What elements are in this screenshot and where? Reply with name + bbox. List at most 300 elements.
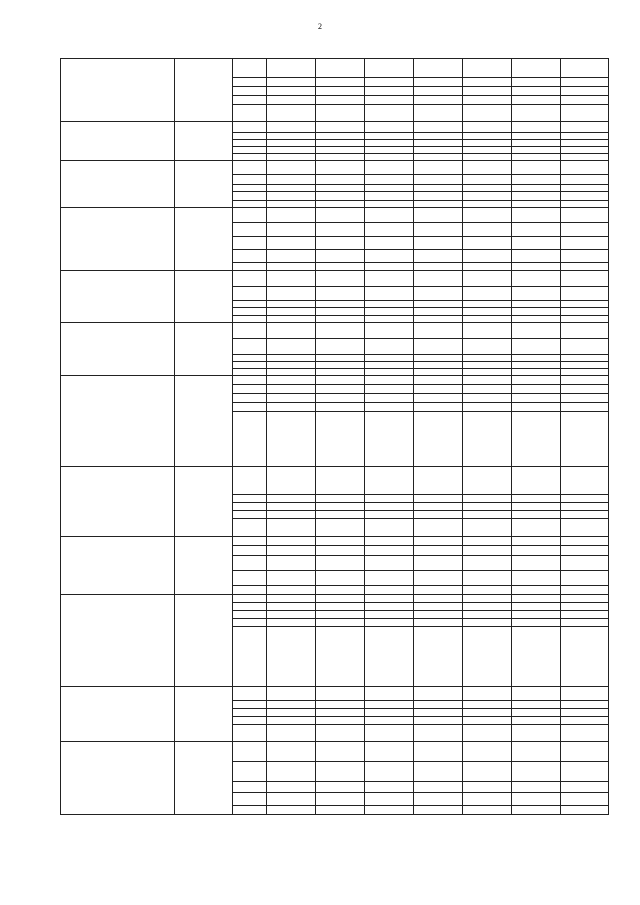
value-cell xyxy=(463,394,512,403)
value-cell xyxy=(414,687,463,701)
value-cell xyxy=(561,742,609,762)
value-cell xyxy=(561,725,609,742)
value-cell xyxy=(365,287,414,301)
value-cell xyxy=(561,223,609,237)
value-cell xyxy=(561,385,609,394)
value-cell xyxy=(316,627,365,687)
table-row xyxy=(61,537,609,546)
value-cell xyxy=(561,701,609,709)
value-cell xyxy=(463,223,512,237)
program-name-cell xyxy=(61,467,175,537)
funding-source-cell xyxy=(233,175,267,185)
value-cell xyxy=(316,701,365,709)
value-cell xyxy=(316,147,365,154)
funding-source-cell xyxy=(233,619,267,627)
value-cell xyxy=(414,717,463,725)
funding-source-cell xyxy=(233,503,267,511)
value-cell xyxy=(267,793,316,806)
value-cell xyxy=(512,59,561,78)
value-cell xyxy=(414,133,463,140)
value-cell xyxy=(561,154,609,161)
value-cell xyxy=(512,467,561,495)
value-cell xyxy=(316,316,365,323)
program-name-cell xyxy=(61,208,175,271)
value-cell xyxy=(267,175,316,185)
value-cell xyxy=(463,140,512,147)
value-cell xyxy=(414,511,463,519)
funding-source-cell xyxy=(233,223,267,237)
value-cell xyxy=(561,208,609,223)
value-cell xyxy=(512,78,561,87)
value-cell xyxy=(512,519,561,537)
value-cell xyxy=(414,147,463,154)
funding-source-cell xyxy=(233,806,267,815)
value-cell xyxy=(512,701,561,709)
value-cell xyxy=(512,725,561,742)
funding-source-cell xyxy=(233,369,267,376)
value-cell xyxy=(463,619,512,627)
funding-source-cell xyxy=(233,586,267,595)
value-cell xyxy=(414,376,463,385)
funding-source-cell xyxy=(233,122,267,133)
value-cell xyxy=(414,96,463,105)
value-cell xyxy=(512,362,561,369)
value-cell xyxy=(414,223,463,237)
value-cell xyxy=(463,208,512,223)
value-cell xyxy=(414,316,463,323)
value-cell xyxy=(463,556,512,571)
value-cell xyxy=(414,762,463,782)
value-cell xyxy=(267,237,316,250)
value-cell xyxy=(267,806,316,815)
value-cell xyxy=(463,122,512,133)
value-cell xyxy=(561,59,609,78)
value-cell xyxy=(512,595,561,603)
value-cell xyxy=(414,237,463,250)
value-cell xyxy=(267,323,316,339)
value-cell xyxy=(561,201,609,208)
funding-source-cell xyxy=(233,793,267,806)
funding-source-cell xyxy=(233,385,267,394)
value-cell xyxy=(316,154,365,161)
value-cell xyxy=(267,571,316,586)
value-cell xyxy=(365,717,414,725)
value-cell xyxy=(267,687,316,701)
value-cell xyxy=(316,762,365,782)
value-cell xyxy=(512,627,561,687)
value-cell xyxy=(414,122,463,133)
value-cell xyxy=(365,175,414,185)
value-cell xyxy=(316,301,365,308)
value-cell xyxy=(463,308,512,316)
value-cell xyxy=(561,519,609,537)
value-cell xyxy=(267,192,316,201)
value-cell xyxy=(414,385,463,394)
value-cell xyxy=(414,394,463,403)
value-cell xyxy=(365,511,414,519)
value-cell xyxy=(414,339,463,355)
value-cell xyxy=(512,793,561,806)
value-cell xyxy=(365,301,414,308)
value-cell xyxy=(365,793,414,806)
value-cell xyxy=(267,511,316,519)
funding-source-cell xyxy=(233,185,267,192)
value-cell xyxy=(414,701,463,709)
value-cell xyxy=(414,185,463,192)
value-cell xyxy=(267,133,316,140)
executor-cell xyxy=(175,467,233,537)
value-cell xyxy=(463,806,512,815)
funding-source-cell xyxy=(233,308,267,316)
value-cell xyxy=(267,495,316,503)
value-cell xyxy=(316,793,365,806)
value-cell xyxy=(316,122,365,133)
value-cell xyxy=(316,742,365,762)
value-cell xyxy=(463,271,512,287)
value-cell xyxy=(414,208,463,223)
value-cell xyxy=(365,223,414,237)
funding-source-cell xyxy=(233,611,267,619)
value-cell xyxy=(463,376,512,385)
value-cell xyxy=(267,308,316,316)
value-cell xyxy=(267,611,316,619)
value-cell xyxy=(463,161,512,175)
value-cell xyxy=(414,192,463,201)
value-cell xyxy=(365,403,414,412)
value-cell xyxy=(463,237,512,250)
value-cell xyxy=(365,147,414,154)
value-cell xyxy=(316,105,365,122)
value-cell xyxy=(365,503,414,511)
value-cell xyxy=(365,316,414,323)
value-cell xyxy=(512,301,561,308)
funding-source-cell xyxy=(233,201,267,208)
value-cell xyxy=(414,263,463,271)
value-cell xyxy=(561,362,609,369)
value-cell xyxy=(267,595,316,603)
value-cell xyxy=(365,376,414,385)
program-name-cell xyxy=(61,595,175,687)
value-cell xyxy=(512,394,561,403)
value-cell xyxy=(267,78,316,87)
value-cell xyxy=(365,394,414,403)
value-cell xyxy=(365,806,414,815)
value-cell xyxy=(463,263,512,271)
value-cell xyxy=(267,369,316,376)
value-cell xyxy=(463,78,512,87)
value-cell xyxy=(561,237,609,250)
value-cell xyxy=(463,105,512,122)
value-cell xyxy=(316,78,365,87)
value-cell xyxy=(414,250,463,263)
value-cell xyxy=(316,519,365,537)
funding-source-cell xyxy=(233,742,267,762)
value-cell xyxy=(512,782,561,793)
value-cell xyxy=(316,556,365,571)
value-cell xyxy=(463,537,512,546)
program-name-cell xyxy=(61,271,175,323)
value-cell xyxy=(316,495,365,503)
value-cell xyxy=(316,201,365,208)
value-cell xyxy=(561,376,609,385)
value-cell xyxy=(463,793,512,806)
value-cell xyxy=(512,385,561,394)
value-cell xyxy=(365,271,414,287)
value-cell xyxy=(414,59,463,78)
value-cell xyxy=(316,717,365,725)
value-cell xyxy=(267,301,316,308)
value-cell xyxy=(316,687,365,701)
value-cell xyxy=(365,323,414,339)
program-name-cell xyxy=(61,537,175,595)
value-cell xyxy=(414,323,463,339)
value-cell xyxy=(414,105,463,122)
value-cell xyxy=(463,467,512,495)
value-cell xyxy=(512,537,561,546)
value-cell xyxy=(414,603,463,611)
value-cell xyxy=(316,586,365,595)
value-cell xyxy=(414,709,463,717)
funding-source-cell xyxy=(233,105,267,122)
value-cell xyxy=(414,595,463,603)
value-cell xyxy=(561,782,609,793)
value-cell xyxy=(414,412,463,467)
table-row xyxy=(61,687,609,701)
value-cell xyxy=(512,603,561,611)
value-cell xyxy=(365,87,414,96)
value-cell xyxy=(316,161,365,175)
value-cell xyxy=(463,362,512,369)
value-cell xyxy=(512,403,561,412)
value-cell xyxy=(561,78,609,87)
funding-source-cell xyxy=(233,323,267,339)
value-cell xyxy=(512,316,561,323)
funding-source-cell xyxy=(233,603,267,611)
value-cell xyxy=(561,250,609,263)
value-cell xyxy=(512,133,561,140)
value-cell xyxy=(365,687,414,701)
value-cell xyxy=(561,495,609,503)
value-cell xyxy=(316,806,365,815)
value-cell xyxy=(561,96,609,105)
value-cell xyxy=(463,412,512,467)
value-cell xyxy=(561,546,609,556)
value-cell xyxy=(512,185,561,192)
value-cell xyxy=(267,147,316,154)
value-cell xyxy=(365,369,414,376)
value-cell xyxy=(561,192,609,201)
value-cell xyxy=(561,511,609,519)
value-cell xyxy=(365,725,414,742)
value-cell xyxy=(365,519,414,537)
executor-cell xyxy=(175,271,233,323)
value-cell xyxy=(316,208,365,223)
value-cell xyxy=(316,571,365,586)
funding-source-cell xyxy=(233,412,267,467)
value-cell xyxy=(316,467,365,495)
value-cell xyxy=(365,627,414,687)
funding-source-cell xyxy=(233,133,267,140)
value-cell xyxy=(414,201,463,208)
value-cell xyxy=(414,537,463,546)
value-cell xyxy=(463,725,512,742)
value-cell xyxy=(365,595,414,603)
value-cell xyxy=(316,782,365,793)
value-cell xyxy=(463,503,512,511)
value-cell xyxy=(316,263,365,271)
value-cell xyxy=(561,316,609,323)
value-cell xyxy=(316,376,365,385)
value-cell xyxy=(267,271,316,287)
value-cell xyxy=(365,78,414,87)
value-cell xyxy=(512,511,561,519)
value-cell xyxy=(512,571,561,586)
value-cell xyxy=(267,403,316,412)
value-cell xyxy=(561,301,609,308)
value-cell xyxy=(267,586,316,595)
value-cell xyxy=(561,709,609,717)
value-cell xyxy=(561,619,609,627)
value-cell xyxy=(512,96,561,105)
value-cell xyxy=(365,154,414,161)
value-cell xyxy=(267,122,316,133)
funding-source-cell xyxy=(233,355,267,362)
value-cell xyxy=(365,546,414,556)
value-cell xyxy=(414,725,463,742)
value-cell xyxy=(365,208,414,223)
value-cell xyxy=(267,154,316,161)
value-cell xyxy=(316,59,365,78)
value-cell xyxy=(365,105,414,122)
value-cell xyxy=(316,412,365,467)
table-row xyxy=(61,208,609,223)
value-cell xyxy=(267,412,316,467)
value-cell xyxy=(316,503,365,511)
value-cell xyxy=(414,782,463,793)
value-cell xyxy=(365,385,414,394)
value-cell xyxy=(365,571,414,586)
value-cell xyxy=(463,154,512,161)
value-cell xyxy=(414,154,463,161)
value-cell xyxy=(316,369,365,376)
value-cell xyxy=(414,467,463,495)
value-cell xyxy=(561,537,609,546)
value-cell xyxy=(561,133,609,140)
value-cell xyxy=(512,192,561,201)
funding-source-cell xyxy=(233,717,267,725)
value-cell xyxy=(267,376,316,385)
funding-source-cell xyxy=(233,287,267,301)
value-cell xyxy=(463,762,512,782)
value-cell xyxy=(316,175,365,185)
value-cell xyxy=(463,701,512,709)
funding-source-cell xyxy=(233,339,267,355)
value-cell xyxy=(463,519,512,537)
value-cell xyxy=(463,250,512,263)
funding-source-cell xyxy=(233,709,267,717)
value-cell xyxy=(561,140,609,147)
funding-source-cell xyxy=(233,762,267,782)
value-cell xyxy=(267,701,316,709)
value-cell xyxy=(512,308,561,316)
value-cell xyxy=(512,161,561,175)
value-cell xyxy=(414,175,463,185)
value-cell xyxy=(512,687,561,701)
value-cell xyxy=(365,701,414,709)
value-cell xyxy=(414,287,463,301)
executor-cell xyxy=(175,376,233,467)
funding-source-cell xyxy=(233,403,267,412)
value-cell xyxy=(561,586,609,595)
funding-source-cell xyxy=(233,271,267,287)
funding-source-cell xyxy=(233,263,267,271)
value-cell xyxy=(463,147,512,154)
value-cell xyxy=(365,762,414,782)
table-row xyxy=(61,271,609,287)
funding-source-cell xyxy=(233,154,267,161)
funding-source-cell xyxy=(233,556,267,571)
value-cell xyxy=(365,161,414,175)
value-cell xyxy=(365,611,414,619)
value-cell xyxy=(512,105,561,122)
value-cell xyxy=(414,627,463,687)
value-cell xyxy=(316,619,365,627)
value-cell xyxy=(316,223,365,237)
value-cell xyxy=(267,537,316,546)
value-cell xyxy=(316,595,365,603)
value-cell xyxy=(463,59,512,78)
value-cell xyxy=(365,250,414,263)
value-cell xyxy=(463,96,512,105)
value-cell xyxy=(365,782,414,793)
value-cell xyxy=(414,793,463,806)
value-cell xyxy=(316,709,365,717)
value-cell xyxy=(316,339,365,355)
value-cell xyxy=(561,122,609,133)
executor-cell xyxy=(175,59,233,122)
value-cell xyxy=(463,369,512,376)
value-cell xyxy=(512,556,561,571)
value-cell xyxy=(316,271,365,287)
value-cell xyxy=(267,201,316,208)
value-cell xyxy=(267,140,316,147)
value-cell xyxy=(365,308,414,316)
value-cell xyxy=(316,403,365,412)
value-cell xyxy=(414,495,463,503)
value-cell xyxy=(463,287,512,301)
funding-source-cell xyxy=(233,301,267,308)
value-cell xyxy=(463,192,512,201)
value-cell xyxy=(267,782,316,793)
value-cell xyxy=(316,96,365,105)
value-cell xyxy=(512,287,561,301)
value-cell xyxy=(512,495,561,503)
funding-source-cell xyxy=(233,511,267,519)
value-cell xyxy=(414,308,463,316)
value-cell xyxy=(267,619,316,627)
funding-source-cell xyxy=(233,394,267,403)
value-cell xyxy=(463,571,512,586)
value-cell xyxy=(267,394,316,403)
value-cell xyxy=(267,742,316,762)
value-cell xyxy=(267,250,316,263)
value-cell xyxy=(365,355,414,362)
value-cell xyxy=(316,537,365,546)
value-cell xyxy=(463,403,512,412)
value-cell xyxy=(316,611,365,619)
value-cell xyxy=(316,355,365,362)
value-cell xyxy=(267,87,316,96)
